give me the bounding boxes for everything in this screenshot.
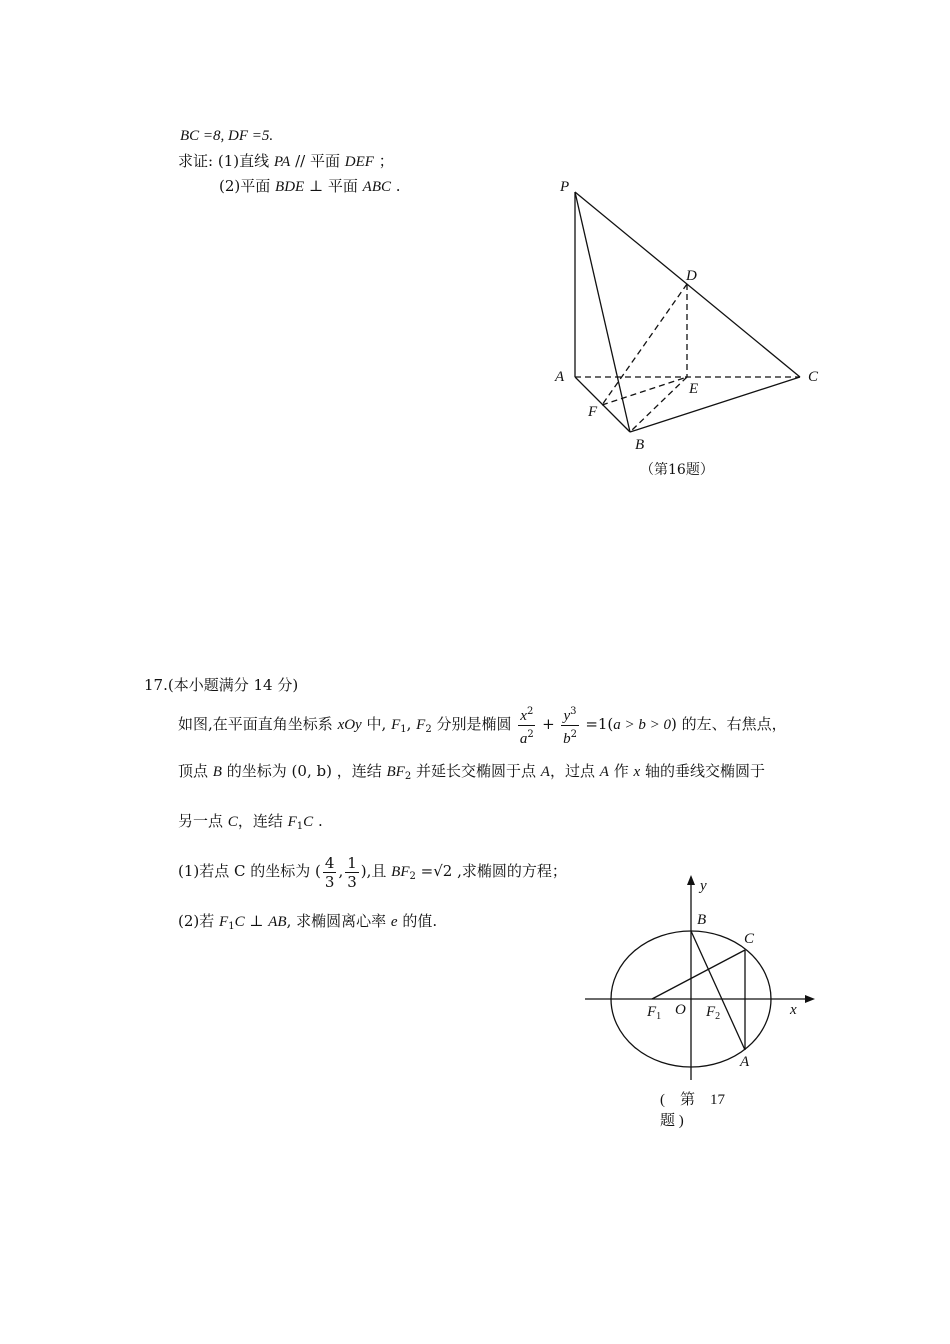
label-x: x [790,1002,797,1018]
label-F2: $F_2$ [706,1004,721,1022]
edge-EB [630,377,687,432]
q17-stem-line2: 顶点 B 的坐标为 (0, b) ，连结 $BF_2$ 并延长交椭圆于点 A，过点 A 作 x 轴的垂线交椭圆于 [178,762,765,782]
label-A: A [555,369,565,385]
label-F1: $F_1$ [647,1004,662,1022]
edge-PB [575,192,630,432]
coord-frac-1: $\frac{4}{3}$ [324,853,335,891]
label-F: F [588,404,598,420]
edge-FE [602,377,687,405]
q16-caption: （第16题） [640,462,714,478]
q16-part1: 求证: (1)直线 PA // 平面 DEF ； [178,152,394,170]
y-axis-arrow [687,875,695,885]
q17-header: 17.(本小题满分 14 分) [144,676,299,694]
q17-stem-line3: 另一点 C，连结 $F_1C$ . [178,812,323,832]
label-B: B [635,437,645,453]
line-F1C [652,950,745,999]
label-O: O [675,1002,686,1018]
eq-frac-x: $\frac{x^2}{a^2}$ [518,703,535,748]
label-D: D [686,268,697,284]
q17-part2: (2)若 $F_1C$ ⊥ AB, 求椭圆离心率 e 的值. [178,912,438,932]
edge-BC [630,377,800,432]
q17-figure [580,875,830,1140]
label-E: E [689,381,699,397]
q16-part2: (2)平面 BDE ⊥ 平面 ABC . [219,177,401,195]
q16-given: BC =8, DF =5. [180,128,274,144]
q17-caption-1: ( 第 17 [660,1092,725,1108]
label-C17: C [744,931,755,947]
label-C: C [808,369,819,385]
q16-figure [540,170,840,490]
q17-part1: (1)若点 C 的坐标为 ( $\frac{4}{3}$ , $\frac{1}{3}$ ),且 $BF_2 =√2$ ,求椭圆的方程； [178,853,567,891]
coord-frac-2: $\frac{1}{3}$ [347,853,357,891]
label-B17: B [697,912,707,928]
x-axis-arrow [805,995,815,1003]
label-A17: A [740,1054,750,1070]
label-P: P [560,179,570,195]
q17-caption-2: 题 ) [660,1113,684,1129]
edge-DF [602,284,687,405]
label-y: y [700,878,707,894]
eq-frac-y: $\frac{y^3}{b^2}$ [561,703,578,748]
line-BA [691,931,745,1050]
q17-stem-line1: 如图,在平面直角坐标系 xOy 中, $F_1$, $F_2$ 分别是椭圆 $\frac{x^2}{a^2}$ + $\frac{y^3}{b^2}$ =1(a > b > 0) 的左、右焦点， [178,700,787,748]
